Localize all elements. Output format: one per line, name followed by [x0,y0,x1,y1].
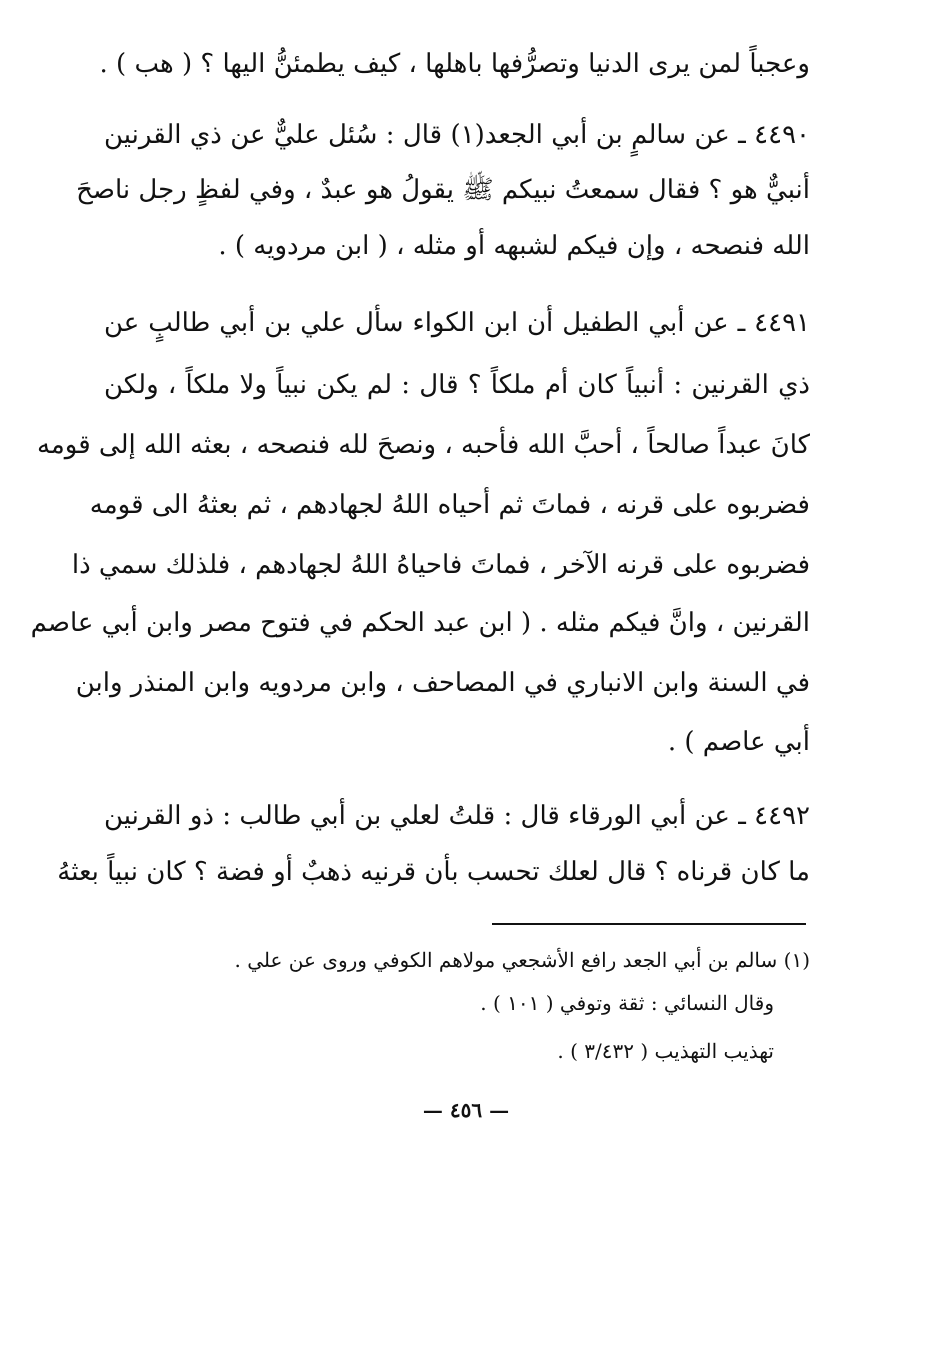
text-line-8: فضربوه على قرنه ، فماتَ ثم أحياه اللهُ لجهادهم ، ثم بعثهُ الى قومه [89,490,810,520]
footnote-1-ref: تهذيب التهذيب ( ٣/٤٣٢ ) . [557,1039,774,1063]
text-line-12: أبي عاصم ) . [667,727,810,757]
text-line-3: أنبيٌّ هو ؟ فقال سمعتُ نبيكم ﷺ يقولُ هو عبدٌ ، وفي لفظٍ رجل ناصحَ [76,175,810,205]
text-line-4: الله فنصحه ، وإن فيكم لشبهه أو مثله ، ( ابن مردويه ) . [218,231,810,261]
text-line-1: وعجباً لمن يرى الدنيا وتصرُّفها باهلها ، كيف يطمئنُّ اليها ؟ ( هب ) . [99,49,810,79]
text-line-9: فضربوه على قرنه الآخر ، فماتَ فاحياهُ اللهُ لجهادهم ، فلذلك سمي ذا [71,550,810,580]
text-line-11: في السنة وابن الانباري في المصاحف ، وابن مردويه وابن المنذر وابن [75,668,810,698]
footnote-1-cont: وقال النسائي : ثقة وتوفي ( ١٠١ ) . [480,991,774,1015]
footnote-separator [492,923,806,925]
text-line-6: ذي القرنين : أنبياً كان أم ملكاً ؟ قال : لم يكن نبياً ولا ملكاً ، ولكن [104,370,810,400]
page-number: — ٤٥٦ — [422,1098,510,1122]
text-line-5: ٤٤٩١ ـ عن أبي الطفيل أن ابن الكواء سأل علي بن أبي طالبٍ عن [104,308,810,338]
text-line-7: كانَ عبداً صالحاً ، أحبَّ الله فأحبه ، ونصحَ لله فنصحه ، بعثه الله إلى قومه [36,430,810,460]
text-line-13: ٤٤٩٢ ـ عن أبي الورقاء قال : قلتُ لعلي بن أبي طالب : ذو القرنين [104,801,810,831]
text-line-14: ما كان قرناه ؟ قال لعلك تحسب بأن قرنيه ذهبٌ أو فضة ؟ كان نبياً بعثهُ [57,857,810,887]
footnote-1: (١) سالم بن أبي الجعد رافع الأشجعي مولاهم الكوفي وروى عن علي . [234,948,810,972]
text-line-2: ٤٤٩٠ ـ عن سالمٍ بن أبي الجعد(١) قال : سُئل عليٌّ عن ذي القرنين [104,120,810,150]
text-line-10: القرنين ، وانَّ فيكم مثله . ( ابن عبد الحكم في فتوح مصر وابن أبي عاصم [30,608,810,638]
